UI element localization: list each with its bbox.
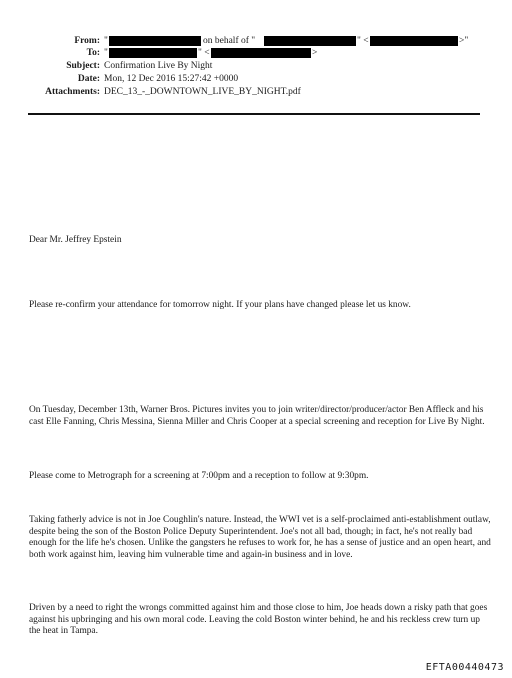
to-lt: " <: [198, 48, 210, 58]
document-id: EFTA00440473: [425, 662, 504, 673]
to-open-quote: ": [104, 48, 108, 58]
to-end: >: [312, 48, 318, 58]
header-divider: [28, 113, 480, 115]
subject-label: Subject:: [66, 61, 100, 71]
paragraph-synopsis-1: Taking fatherly advice is not in Joe Coughlin's nature. Instead, the WWI vet is a self-proclaimed anti-establishment outlaw, despite being the son of the Boston Police Deputy Superintendent. Joe's not all bad, though; in fact, he's not really bad enough for the life he's chosen. Unlike the gangsters he refuses to work for, he has a sense of justice and an open heart, and both work against him, leaving him vulnerable time and again-in business and in love.: [29, 515, 491, 560]
paragraph-reconfirm: Please re-confirm your attendance for tomorrow night. If your plans have changed please let us know.: [29, 300, 411, 310]
attachment-filename: DEC_13_-_DOWNTOWN_LIVE_BY_NIGHT.pdf: [104, 87, 301, 97]
from-quote-lt: " <: [357, 36, 369, 46]
attachments-label: Attachments:: [45, 87, 100, 97]
paragraph-synopsis-2: Driven by a need to right the wrongs committed against him and those close to him, Joe heads down a risky path that goes against his upbringing and his own moral code. Leaving the cold Boston winter behind, he and his reckless crew turn up the heat in Tampa.: [29, 603, 488, 637]
from-end: >": [459, 36, 469, 46]
redaction-bar: [370, 36, 458, 46]
date-value: Mon, 12 Dec 2016 15:27:42 +0000: [104, 74, 239, 84]
redaction-bar: [109, 36, 201, 46]
paragraph-schedule: Please come to Metrograph for a screening at 7:00pm and a reception to follow at 9:30pm.: [29, 471, 369, 481]
redaction-bar: [211, 48, 311, 58]
from-label: From:: [74, 36, 100, 46]
from-open-quote: ": [104, 36, 108, 46]
subject-value: Confirmation Live By Night: [104, 61, 213, 71]
redaction-bar: [109, 48, 197, 58]
redaction-bar: [264, 36, 356, 46]
from-behalf-text: on behalf of ": [203, 36, 256, 46]
date-label: Date:: [77, 74, 100, 84]
paragraph-invitation: On Tuesday, December 13th, Warner Bros. Pictures invites you to join writer/director/producer/actor Ben Affleck and his cast Elle Fanning, Chris Messina, Sienna Miller and Chris Cooper at a special screening and reception for Live By Night.: [29, 405, 485, 427]
to-label: To:: [86, 48, 100, 58]
greeting: Dear Mr. Jeffrey Epstein: [29, 235, 122, 245]
